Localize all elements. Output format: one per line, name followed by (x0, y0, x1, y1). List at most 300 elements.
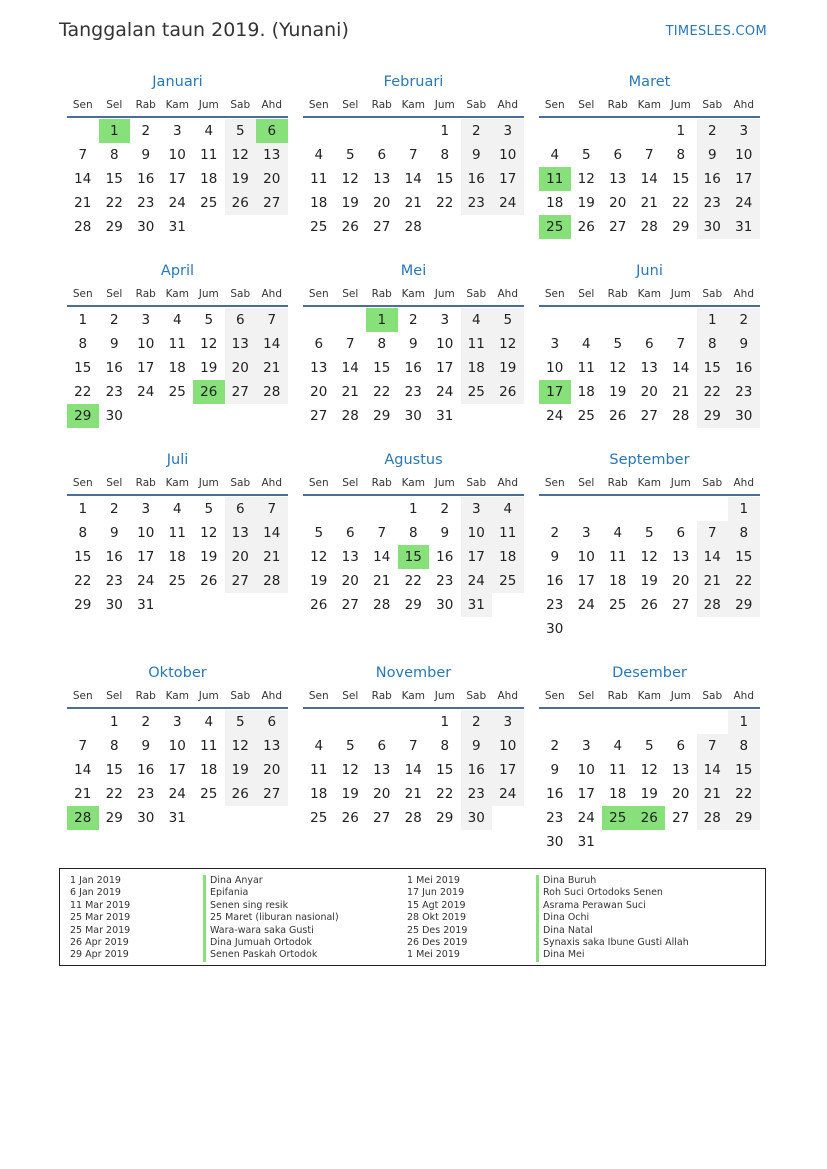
empty-cell (335, 119, 367, 143)
day-cell: 25 (310, 810, 328, 826)
weekday-label: Sel (342, 99, 359, 111)
day-cell: 2 (408, 312, 418, 328)
day-cell: 19 (492, 356, 524, 380)
day-cell: 20 (373, 195, 391, 211)
day-cell: 23 (461, 782, 493, 806)
day-cell: 27 (225, 569, 257, 593)
day-cell: 3 (141, 501, 151, 517)
day-cell: 12 (200, 525, 218, 541)
weekday-label: Rab (607, 690, 628, 702)
day-cell: 4 (204, 123, 214, 139)
weekday-label: Ahd (497, 477, 518, 489)
weekday-label: Sel (342, 477, 359, 489)
empty-cell (602, 710, 634, 734)
day-cell: 22 (373, 384, 391, 400)
day-cell: 11 (310, 171, 328, 187)
day-cell: 28 (256, 569, 288, 593)
empty-cell (303, 710, 335, 734)
day-cell: 8 (728, 521, 760, 545)
day-cell: 2 (461, 710, 493, 734)
weekday-label: Jum (198, 477, 219, 489)
day-cell: 12 (341, 762, 359, 778)
day-cell: 19 (609, 384, 627, 400)
day-cell: 30 (546, 621, 564, 637)
day-cell: 29 (74, 597, 92, 613)
day-cell: 26 (492, 380, 524, 404)
day-cell: 1 (728, 497, 760, 521)
day-cell: 20 (373, 786, 391, 802)
holiday-day-cell: 25 (602, 806, 634, 830)
day-cell: 4 (613, 525, 623, 541)
day-cell: 20 (609, 195, 627, 211)
day-cell: 19 (200, 360, 218, 376)
empty-cell (602, 119, 634, 143)
holiday-day-cell: 17 (539, 380, 571, 404)
day-grid (67, 710, 288, 830)
day-cell: 14 (404, 762, 422, 778)
day-cell: 9 (109, 336, 119, 352)
day-cell: 24 (137, 573, 155, 589)
weekday-label: Rab (371, 690, 392, 702)
day-cell: 21 (256, 545, 288, 569)
day-cell: 23 (137, 786, 155, 802)
day-cell: 12 (640, 762, 658, 778)
day-cell: 17 (577, 573, 595, 589)
empty-cell (665, 308, 697, 332)
day-cell: 17 (137, 549, 155, 565)
day-cell: 18 (461, 356, 493, 380)
holiday-day-cell: 1 (99, 119, 131, 143)
day-cell: 14 (74, 762, 92, 778)
day-cell: 8 (408, 525, 418, 541)
day-cell: 27 (672, 597, 690, 613)
month-september (539, 448, 760, 641)
legend-date: 1 Jan 2019 (70, 875, 121, 886)
day-cell: 10 (461, 521, 493, 545)
weekday-label: Ahd (733, 690, 754, 702)
day-cell: 30 (546, 834, 564, 850)
empty-cell (602, 497, 634, 521)
page-title: Tanggalan taun 2019. (Yunani) (59, 19, 349, 41)
day-cell: 25 (577, 408, 595, 424)
day-cell: 27 (609, 219, 627, 235)
weekday-label: Ahd (261, 477, 282, 489)
weekday-label: Rab (135, 99, 156, 111)
day-cell: 23 (546, 810, 564, 826)
legend-date: 17 Jun 2019 (407, 887, 465, 899)
day-cell: 23 (105, 573, 123, 589)
day-cell: 8 (676, 147, 686, 163)
weekday-label: Sen (72, 99, 93, 111)
day-cell: 13 (256, 143, 288, 167)
weekday-label: Ahd (261, 288, 282, 300)
day-cell: 14 (672, 360, 690, 376)
day-cell: 8 (78, 336, 88, 352)
day-cell: 12 (609, 360, 627, 376)
holiday-day-cell: 15 (398, 545, 430, 569)
day-cell: 13 (256, 734, 288, 758)
day-cell: 23 (105, 384, 123, 400)
day-cell: 26 (341, 219, 359, 235)
day-cell: 26 (200, 573, 218, 589)
day-cell: 22 (728, 782, 760, 806)
empty-cell (67, 710, 99, 734)
day-cell: 13 (225, 332, 257, 356)
day-cell: 24 (546, 408, 564, 424)
day-cell: 11 (168, 525, 186, 541)
day-cell: 31 (577, 834, 595, 850)
day-cell: 5 (345, 738, 355, 754)
day-cell: 12 (200, 336, 218, 352)
day-cell: 29 (728, 806, 760, 830)
day-cell: 30 (404, 408, 422, 424)
day-cell: 5 (613, 336, 623, 352)
day-cell: 13 (373, 762, 391, 778)
legend-holiday-name: Roh Suci Ortodoks Senen (536, 887, 689, 899)
weekday-header (67, 472, 288, 496)
day-cell: 31 (728, 215, 760, 239)
day-cell: 17 (728, 167, 760, 191)
day-cell: 4 (492, 497, 524, 521)
legend-date: 1 Mei 2019 (407, 875, 460, 886)
day-cell: 29 (105, 810, 123, 826)
day-cell: 24 (168, 195, 186, 211)
day-grid (539, 119, 760, 239)
day-cell: 18 (310, 195, 328, 211)
day-cell: 11 (200, 738, 218, 754)
holiday-day-cell: 1 (366, 308, 398, 332)
weekday-header (539, 283, 760, 307)
month-name: Desember (612, 665, 687, 681)
month-november (303, 661, 524, 830)
day-cell: 14 (697, 545, 729, 569)
weekday-header (539, 685, 760, 709)
empty-cell (67, 119, 99, 143)
day-cell: 22 (728, 569, 760, 593)
weekday-label: Jum (198, 99, 219, 111)
legend-date: 26 Apr 2019 (70, 936, 129, 948)
day-cell: 10 (492, 734, 524, 758)
weekday-label: Sel (578, 477, 595, 489)
weekday-label: Sen (72, 690, 93, 702)
day-cell: 18 (609, 786, 627, 802)
day-cell: 14 (404, 171, 422, 187)
day-cell: 27 (225, 380, 257, 404)
month-name: Januari (152, 74, 203, 90)
day-cell: 20 (225, 545, 257, 569)
weekday-label: Sab (230, 99, 251, 111)
day-grid (303, 710, 524, 830)
day-cell: 19 (640, 573, 658, 589)
day-cell: 1 (109, 714, 119, 730)
weekday-header (67, 685, 288, 709)
day-cell: 14 (341, 360, 359, 376)
day-cell: 12 (492, 332, 524, 356)
month-name: Juni (636, 263, 663, 279)
day-cell: 15 (74, 360, 92, 376)
day-cell: 21 (341, 384, 359, 400)
legend-holiday-name: 25 Maret (liburan nasional) (203, 912, 339, 924)
empty-cell (571, 497, 603, 521)
weekday-label: Ahd (261, 99, 282, 111)
legend-date: 6 Jan 2019 (70, 887, 121, 899)
day-cell: 15 (74, 549, 92, 565)
empty-cell (335, 497, 367, 521)
day-cell: 16 (697, 167, 729, 191)
day-cell: 1 (440, 123, 450, 139)
weekday-label: Jum (670, 690, 691, 702)
legend-date-column (407, 875, 467, 962)
day-cell: 26 (341, 810, 359, 826)
weekday-label: Sen (544, 288, 565, 300)
day-cell: 21 (256, 356, 288, 380)
day-cell: 7 (408, 147, 418, 163)
day-cell: 15 (373, 360, 391, 376)
day-cell: 12 (577, 171, 595, 187)
empty-cell (697, 497, 729, 521)
day-cell: 25 (168, 384, 186, 400)
day-cell: 21 (672, 384, 690, 400)
month-maret (539, 70, 760, 239)
month-juni (539, 259, 760, 428)
legend-holiday-name: Epifania (203, 887, 339, 899)
day-cell: 21 (640, 195, 658, 211)
day-cell: 25 (492, 569, 524, 593)
holiday-day-cell: 6 (256, 119, 288, 143)
day-cell: 3 (492, 119, 524, 143)
day-cell: 27 (341, 597, 359, 613)
weekday-label: Ahd (497, 99, 518, 111)
legend-holiday-name: Dina Anyar (203, 875, 339, 887)
legend-holiday-name: Dina Ochi (536, 912, 689, 924)
day-cell: 2 (141, 123, 151, 139)
day-grid (539, 308, 760, 428)
day-cell: 8 (109, 147, 119, 163)
day-cell: 26 (310, 597, 328, 613)
day-cell: 15 (728, 758, 760, 782)
day-cell: 17 (492, 758, 524, 782)
day-cell: 21 (404, 195, 422, 211)
day-grid (303, 308, 524, 428)
day-grid (67, 119, 288, 239)
day-cell: 31 (168, 810, 186, 826)
day-cell: 7 (78, 147, 88, 163)
day-cell: 21 (697, 782, 729, 806)
weekday-label: Kam (637, 99, 661, 111)
day-cell: 18 (200, 762, 218, 778)
weekday-label: Sab (466, 288, 487, 300)
day-cell: 22 (74, 384, 92, 400)
weekday-label: Ahd (497, 690, 518, 702)
day-cell: 20 (672, 786, 690, 802)
weekday-label: Sab (702, 477, 723, 489)
weekday-label: Jum (434, 477, 455, 489)
day-cell: 1 (697, 308, 729, 332)
day-cell: 24 (436, 384, 454, 400)
day-cell: 31 (461, 593, 493, 617)
month-juli (67, 448, 288, 617)
legend-date: 28 Okt 2019 (407, 912, 467, 924)
holiday-day-cell: 29 (67, 404, 99, 428)
day-cell: 25 (609, 597, 627, 613)
day-cell: 20 (256, 167, 288, 191)
empty-cell (571, 710, 603, 734)
day-cell: 7 (697, 734, 729, 758)
month-desember (539, 661, 760, 854)
day-cell: 2 (728, 308, 760, 332)
weekday-label: Rab (135, 288, 156, 300)
legend-date: 25 Mar 2019 (70, 924, 131, 936)
month-april (67, 259, 288, 428)
day-cell: 4 (550, 147, 560, 163)
legend-holiday-name: Synaxis saka Ibune Gusti Allah (536, 937, 689, 949)
day-cell: 16 (436, 549, 454, 565)
day-cell: 28 (256, 380, 288, 404)
empty-cell (366, 497, 398, 521)
weekday-label: Jum (670, 477, 691, 489)
legend-holiday-name: Senen Paskah Ortodok (203, 949, 339, 961)
day-cell: 19 (200, 549, 218, 565)
day-cell: 25 (310, 219, 328, 235)
weekday-label: Ahd (261, 690, 282, 702)
weekday-label: Sab (230, 288, 251, 300)
day-cell: 12 (341, 171, 359, 187)
day-cell: 22 (105, 786, 123, 802)
day-cell: 6 (377, 738, 387, 754)
day-cell: 5 (204, 501, 214, 517)
day-cell: 6 (314, 336, 324, 352)
day-cell: 5 (644, 525, 654, 541)
day-cell: 28 (404, 219, 422, 235)
day-cell: 11 (492, 521, 524, 545)
day-cell: 23 (728, 380, 760, 404)
day-cell: 22 (436, 786, 454, 802)
day-cell: 17 (137, 360, 155, 376)
day-cell: 9 (550, 549, 560, 565)
day-cell: 22 (436, 195, 454, 211)
day-cell: 2 (440, 501, 450, 517)
month-name: Februari (383, 74, 444, 90)
day-cell: 23 (697, 191, 729, 215)
weekday-label: Sen (308, 288, 329, 300)
day-cell: 20 (341, 573, 359, 589)
day-cell: 19 (341, 195, 359, 211)
weekday-label: Jum (670, 99, 691, 111)
weekday-label: Kam (165, 477, 189, 489)
day-cell: 14 (256, 521, 288, 545)
day-cell: 9 (550, 762, 560, 778)
day-cell: 2 (141, 714, 151, 730)
day-cell: 3 (440, 312, 450, 328)
legend-date: 25 Des 2019 (407, 924, 468, 936)
day-cell: 6 (345, 525, 355, 541)
day-cell: 10 (546, 360, 564, 376)
legend-date: 15 Agt 2019 (407, 899, 466, 911)
day-cell: 3 (141, 312, 151, 328)
legend-date: 25 Mar 2019 (70, 912, 131, 924)
day-cell: 10 (168, 147, 186, 163)
day-cell: 7 (256, 308, 288, 332)
day-cell: 24 (492, 191, 524, 215)
weekday-label: Jum (434, 690, 455, 702)
weekday-label: Sel (578, 99, 595, 111)
day-cell: 30 (436, 597, 454, 613)
empty-cell (303, 308, 335, 332)
day-cell: 28 (74, 219, 92, 235)
month-mei (303, 259, 524, 428)
weekday-header (539, 472, 760, 496)
day-cell: 29 (436, 810, 454, 826)
weekday-label: Jum (198, 288, 219, 300)
legend-date-column (70, 875, 130, 962)
day-grid (303, 119, 524, 239)
day-cell: 19 (640, 786, 658, 802)
day-cell: 9 (408, 336, 418, 352)
day-cell: 2 (550, 525, 560, 541)
day-cell: 5 (225, 710, 257, 734)
day-cell: 4 (461, 308, 493, 332)
weekday-label: Ahd (733, 477, 754, 489)
day-cell: 4 (314, 147, 324, 163)
day-cell: 4 (581, 336, 591, 352)
day-cell: 16 (728, 356, 760, 380)
weekday-label: Kam (637, 477, 661, 489)
weekday-label: Sel (106, 477, 123, 489)
empty-cell (697, 710, 729, 734)
day-cell: 27 (310, 408, 328, 424)
day-cell: 21 (74, 195, 92, 211)
empty-cell (571, 308, 603, 332)
day-cell: 16 (546, 573, 564, 589)
day-cell: 28 (373, 597, 391, 613)
weekday-label: Sen (544, 477, 565, 489)
day-cell: 8 (697, 332, 729, 356)
empty-cell (539, 710, 571, 734)
day-cell: 30 (461, 806, 493, 830)
day-cell: 18 (546, 195, 564, 211)
day-cell: 17 (577, 786, 595, 802)
day-cell: 9 (440, 525, 450, 541)
day-cell: 28 (640, 219, 658, 235)
holiday-day-cell: 26 (193, 380, 225, 404)
day-cell: 29 (697, 404, 729, 428)
day-cell: 15 (672, 171, 690, 187)
day-cell: 5 (345, 147, 355, 163)
day-cell: 5 (581, 147, 591, 163)
day-cell: 31 (137, 597, 155, 613)
month-februari (303, 70, 524, 239)
weekday-label: Sen (72, 288, 93, 300)
month-name: April (160, 263, 195, 279)
day-cell: 24 (577, 597, 595, 613)
weekday-label: Sel (342, 690, 359, 702)
day-cell: 3 (581, 738, 591, 754)
day-cell: 24 (492, 782, 524, 806)
day-cell: 18 (310, 786, 328, 802)
day-cell: 8 (78, 525, 88, 541)
day-cell: 30 (137, 810, 155, 826)
day-cell: 28 (341, 408, 359, 424)
day-cell: 20 (225, 356, 257, 380)
day-cell: 20 (672, 573, 690, 589)
day-cell: 3 (581, 525, 591, 541)
day-cell: 20 (256, 758, 288, 782)
weekday-label: Kam (401, 690, 425, 702)
day-cell: 20 (640, 384, 658, 400)
empty-cell (634, 710, 666, 734)
brand-link[interactable]: TIMESLES.COM (665, 24, 767, 39)
weekday-label: Kam (165, 690, 189, 702)
